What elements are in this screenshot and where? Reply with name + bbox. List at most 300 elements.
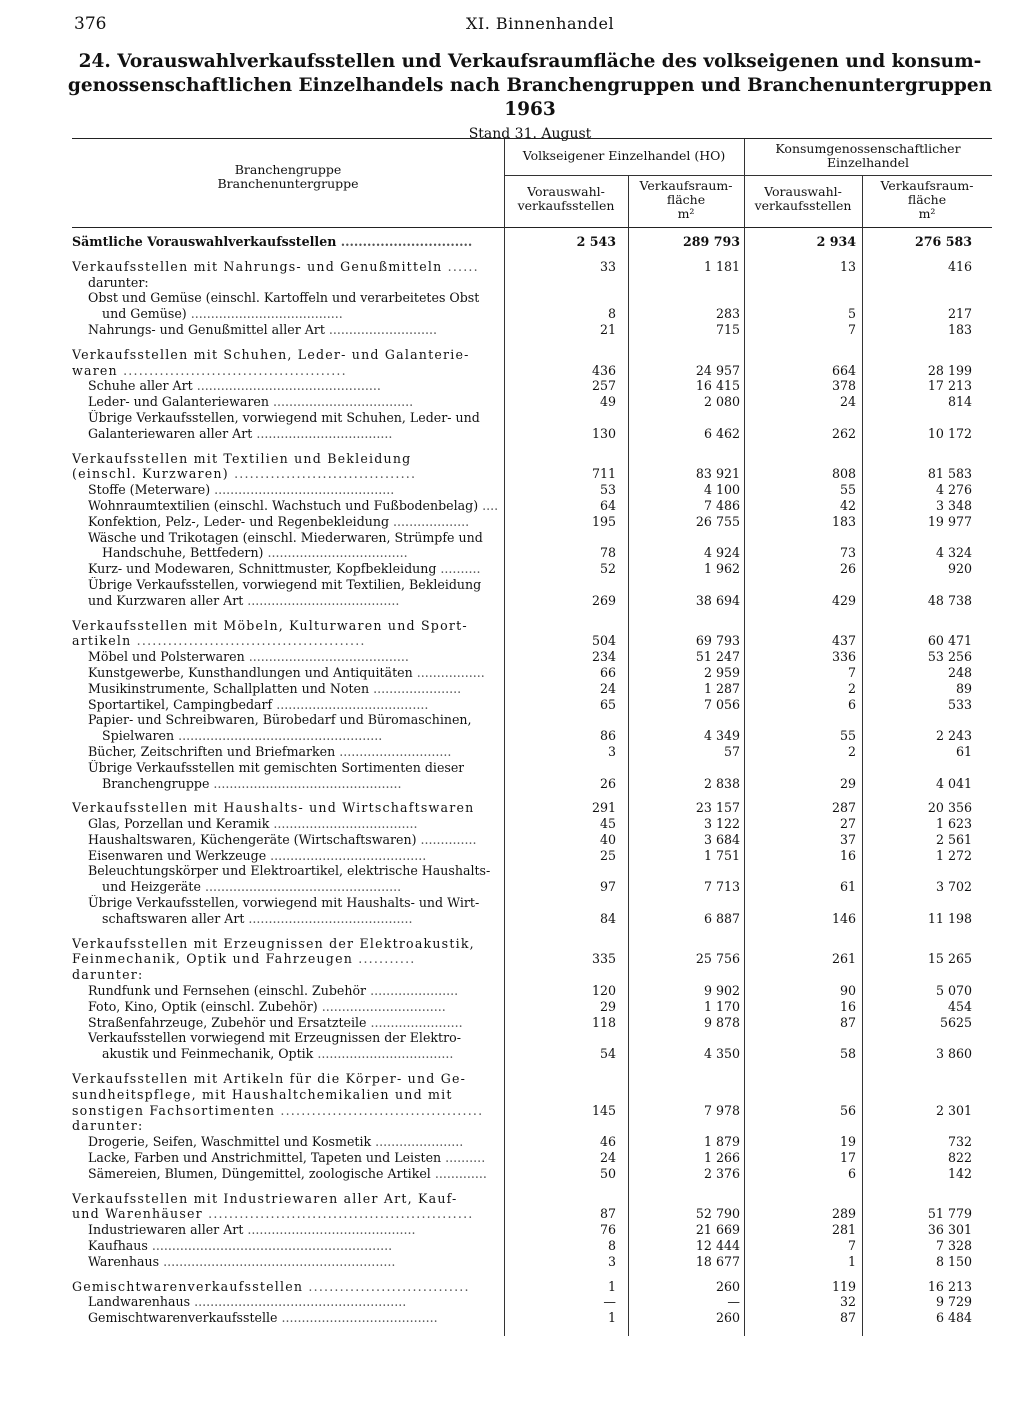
table-row (72, 665, 992, 681)
section-title: XI. Binnenhandel (466, 14, 615, 33)
leader-dots: .............................. (336, 234, 473, 249)
value-konsum-flaeche: 3 348 (935, 497, 972, 513)
value-ho-flaeche: 51 247 (695, 649, 740, 665)
value-konsum-stellen: 146 (831, 910, 856, 926)
table-row (72, 451, 992, 467)
value-ho-flaeche: 7 713 (703, 879, 740, 895)
value-konsum-stellen: 16 (839, 998, 856, 1014)
row-label: und Kurzwaren aller Art ...................................... (88, 592, 400, 608)
table-row (72, 879, 992, 895)
leader-dots: ....................................... (277, 1310, 438, 1326)
leader-dots: ............................... (303, 1278, 470, 1294)
table-row (72, 1238, 992, 1254)
row-label: Verkaufsstellen mit Erzeugnissen der Elektroakustik, (72, 935, 475, 951)
value-ho-flaeche: 52 790 (695, 1206, 740, 1222)
value-ho-flaeche: 16 415 (695, 378, 740, 394)
value-konsum-stellen: 19 (839, 1134, 856, 1150)
row-label: Haushaltswaren, Küchengeräte (Wirtschaftswaren) .............. (88, 831, 477, 847)
row-label: Musikinstrumente, Schallplatten und Noten ...................... (88, 680, 462, 696)
row-label: Papier- und Schreibwaren, Bürobedarf und Büromaschinen, (88, 712, 472, 728)
table-row (72, 306, 992, 322)
value-ho-stellen: 24 (599, 680, 616, 696)
value-konsum-flaeche: 4 324 (935, 545, 972, 561)
value-konsum-flaeche: 81 583 (927, 466, 972, 482)
table-row (72, 545, 992, 561)
value-konsum-flaeche: 9 729 (935, 1294, 972, 1310)
row-label: sonstigen Fachsortimenten ....................................... (72, 1102, 484, 1118)
group-konsum-line-2: Einzelhandel (826, 155, 910, 170)
value-konsum-flaeche: 2 243 (935, 728, 972, 744)
value-konsum-flaeche: 51 779 (927, 1206, 972, 1222)
table-row (72, 983, 992, 999)
col-konsum-stellen-header (744, 185, 862, 213)
value-konsum-stellen: 32 (839, 1294, 856, 1310)
value-konsum-flaeche: 15 265 (927, 951, 972, 967)
value-konsum-flaeche: 16 213 (927, 1278, 972, 1294)
value-ho-flaeche: 57 (723, 743, 740, 759)
value-ho-stellen: 26 (599, 775, 616, 791)
leader-dots: ................................................. (200, 879, 402, 895)
value-ho-flaeche: 23 157 (695, 800, 740, 816)
value-konsum-stellen: 24 (839, 394, 856, 410)
table-row (72, 967, 992, 983)
row-label: Sportartikel, Campingbedarf ...................................... (88, 696, 429, 712)
value-ho-flaeche: 18 677 (695, 1253, 740, 1269)
row-label: und Warenhäuser ................................................... (72, 1206, 474, 1222)
row-label: Lacke, Farben und Anstrichmittel, Tapeten und Leisten .......... (88, 1150, 486, 1166)
row-label: und Gemüse) ...................................... (102, 306, 343, 322)
value-ho-stellen: 66 (599, 664, 616, 680)
row-label: sundheitspflege, mit Haushaltchemikalien und mit (72, 1086, 453, 1102)
row-label: Foto, Kino, Optik (einschl. Zubehör) ............................... (88, 998, 446, 1014)
value-ho-stellen: 24 (599, 1150, 616, 1166)
table-row (72, 275, 992, 291)
col-konsum-flaeche-line-3: m² (918, 206, 936, 221)
table-row (72, 410, 992, 426)
value-ho-flaeche: 7 056 (703, 696, 740, 712)
value-konsum-flaeche: 2 561 (935, 831, 972, 847)
value-ho-stellen: 84 (599, 910, 616, 926)
value-konsum-stellen: 261 (831, 951, 856, 967)
row-label: Sämereien, Blumen, Düngemittel, zoologische Artikel ............. (88, 1165, 487, 1181)
value-ho-stellen: 29 (599, 998, 616, 1014)
row-label: darunter: (88, 274, 149, 290)
col-konsum-flaeche-line-1: Verkaufsraum- (880, 178, 974, 193)
table-row (72, 1015, 992, 1031)
group-konsum-header (744, 142, 992, 170)
table-row (72, 633, 992, 649)
row-label: Straßenfahrzeuge, Zubehör und Ersatzteile ....................... (88, 1014, 463, 1030)
table-row (72, 1030, 992, 1046)
value-konsum-flaeche: 248 (947, 664, 972, 680)
value-ho-stellen: 78 (599, 545, 616, 561)
title-line-1: 24. Vorauswahlverkaufsstellen und Verkaufsraumfläche des volkseigenen und konsum- (78, 51, 982, 72)
value-ho-stellen: 3 (607, 743, 616, 759)
group-ho-header: Volkseigener Einzelhandel (HO) (522, 148, 726, 163)
table-row (72, 1191, 992, 1207)
col-ho-stellen-line-1: Vorauswahl- (527, 184, 605, 199)
value-konsum-stellen: 16 (839, 847, 856, 863)
row-header-line-1: Branchengruppe (234, 162, 342, 177)
row-gap (72, 250, 992, 259)
value-ho-flaeche: 83 921 (695, 466, 740, 482)
row-label: Eisenwaren und Werkzeuge ....................................... (88, 847, 427, 863)
value-konsum-flaeche: 8 150 (935, 1253, 972, 1269)
table-row (72, 760, 992, 776)
value-konsum-flaeche: 2 301 (935, 1102, 972, 1118)
value-ho-stellen: 118 (591, 1014, 616, 1030)
table-row (72, 816, 992, 832)
leader-dots: ................... (389, 513, 470, 529)
value-konsum-stellen: 2 934 (816, 234, 856, 249)
value-konsum-stellen: 336 (831, 649, 856, 665)
value-konsum-stellen: 56 (839, 1102, 856, 1118)
row-label: Verkaufsstellen vorwiegend mit Erzeugnissen der Elektro- (88, 1030, 461, 1046)
table-row (72, 1206, 992, 1222)
table-row (72, 1254, 992, 1270)
table-row (72, 681, 992, 697)
value-ho-flaeche: 2 376 (703, 1165, 740, 1181)
table-row (72, 999, 992, 1015)
value-ho-flaeche: 1 751 (703, 847, 740, 863)
row-label: Beleuchtungskörper und Elektroartikel, elektrische Haushalts- (88, 863, 491, 879)
leader-dots: ................................... (228, 466, 417, 482)
leader-dots: ...................................... (243, 592, 400, 608)
value-konsum-stellen: 87 (839, 1014, 856, 1030)
leader-dots: ..................................................... (190, 1294, 407, 1310)
table-row (72, 1071, 992, 1087)
leader-dots: ............................... (317, 998, 446, 1014)
value-ho-stellen: 40 (599, 831, 616, 847)
value-ho-stellen: 8 (607, 306, 616, 322)
value-ho-stellen: 130 (591, 425, 616, 441)
value-konsum-stellen: 42 (839, 497, 856, 513)
table-row (72, 911, 992, 927)
row-label: Übrige Verkaufsstellen mit gemischten Sortimenten dieser (88, 759, 465, 775)
table-row (72, 1118, 992, 1134)
table-row (72, 482, 992, 498)
value-ho-stellen: 1 (607, 1278, 616, 1294)
value-ho-flaeche: 38 694 (695, 592, 740, 608)
table-row (72, 728, 992, 744)
value-konsum-flaeche: 142 (947, 1165, 972, 1181)
value-ho-stellen: 269 (591, 592, 616, 608)
value-ho-stellen: 97 (599, 879, 616, 895)
value-ho-flaeche: 1 170 (703, 998, 740, 1014)
table-row (72, 1150, 992, 1166)
row-label: Wäsche und Trikotagen (einschl. Miederwaren, Strümpfe und (88, 529, 483, 545)
value-ho-stellen: 711 (591, 466, 616, 482)
row-label: Handschuhe, Bettfedern) ................................... (102, 545, 408, 561)
row-label: Nahrungs- und Genußmittel aller Art ........................... (88, 321, 437, 337)
value-konsum-stellen: 87 (839, 1310, 856, 1326)
value-konsum-stellen: 37 (839, 831, 856, 847)
value-konsum-stellen: 73 (839, 545, 856, 561)
leader-dots: ............................ (335, 743, 452, 759)
row-gap (72, 927, 992, 936)
leader-dots: ................. (412, 664, 485, 680)
row-label: schaftswaren aller Art ......................................... (102, 910, 413, 926)
value-konsum-flaeche: 11 198 (927, 910, 972, 926)
value-konsum-stellen: 437 (831, 633, 856, 649)
col-ho-flaeche-line-1: Verkaufsraum- (639, 178, 733, 193)
value-konsum-flaeche: 920 (947, 561, 972, 577)
leader-dots: ............................................................ (147, 1238, 393, 1254)
table-row (72, 234, 992, 250)
row-label: Möbel und Polsterwaren ........................................ (88, 649, 409, 665)
value-konsum-stellen: 27 (839, 816, 856, 832)
value-ho-flaeche: 4 349 (703, 728, 740, 744)
value-konsum-stellen: 7 (847, 321, 856, 337)
leader-dots: ...... (442, 258, 479, 274)
value-konsum-stellen: 183 (831, 513, 856, 529)
table-row (72, 618, 992, 634)
value-konsum-stellen: 6 (847, 696, 856, 712)
value-ho-flaeche: 4 350 (703, 1046, 740, 1062)
table-row (72, 363, 992, 379)
row-header (72, 163, 504, 191)
col-ho-stellen-line-2: verkaufsstellen (517, 198, 615, 213)
col-konsum-flaeche-header (862, 179, 992, 221)
value-ho-stellen: 45 (599, 816, 616, 832)
table-row (72, 1294, 992, 1310)
value-konsum-flaeche: 36 301 (927, 1222, 972, 1238)
table-row (72, 1103, 992, 1119)
value-konsum-flaeche: 5625 (939, 1014, 972, 1030)
leader-dots: ........................... (324, 321, 437, 337)
leader-dots: ...................... (366, 983, 459, 999)
leader-dots: ........... (353, 951, 416, 967)
row-label: Warenhaus .......................................................... (88, 1253, 396, 1269)
value-konsum-flaeche: 814 (947, 394, 972, 410)
value-ho-stellen: 8 (607, 1238, 616, 1254)
value-ho-stellen: 120 (591, 983, 616, 999)
table-row (72, 1166, 992, 1182)
value-konsum-flaeche: 10 172 (927, 425, 972, 441)
leader-dots: ...................... (371, 1134, 464, 1150)
leader-dots: ............................................. (210, 482, 395, 498)
row-header-line-2: Branchenuntergruppe (217, 176, 359, 191)
value-ho-flaeche: 26 755 (695, 513, 740, 529)
value-konsum-flaeche: 533 (947, 696, 972, 712)
row-label: Bücher, Zeitschriften und Briefmarken ............................ (88, 743, 452, 759)
table-row (72, 498, 992, 514)
table-row (72, 290, 992, 306)
value-ho-stellen: 145 (591, 1102, 616, 1118)
value-konsum-stellen: 55 (839, 728, 856, 744)
value-ho-flaeche: 2 838 (703, 775, 740, 791)
page-number: 376 (74, 14, 107, 34)
table-row (72, 800, 992, 816)
row-gap (72, 1062, 992, 1071)
row-gap (72, 791, 992, 800)
value-ho-flaeche: — (727, 1294, 740, 1310)
row-label: Konfektion, Pelz-, Leder- und Regenbekleidung ................... (88, 513, 470, 529)
row-label: Verkaufsstellen mit Schuhen, Leder- und Galanterie- (72, 346, 470, 362)
row-label: Obst und Gemüse (einschl. Kartoffeln und verarbeitetes Obst (88, 290, 480, 306)
row-label: Rundfunk und Fernsehen (einschl. Zubehör ...................... (88, 983, 459, 999)
row-label: Landwarenhaus ..................................................... (88, 1294, 407, 1310)
value-ho-stellen: 195 (591, 513, 616, 529)
table-row (72, 593, 992, 609)
value-konsum-stellen: 2 (847, 680, 856, 696)
table-row (72, 322, 992, 338)
leader-dots: ...................................... (186, 306, 343, 322)
value-konsum-flaeche: 276 583 (915, 234, 972, 249)
value-ho-flaeche: 21 669 (695, 1222, 740, 1238)
leader-dots: .................................. (252, 425, 393, 441)
col-konsum-stellen-line-2: verkaufsstellen (754, 198, 852, 213)
value-konsum-flaeche: 7 328 (935, 1238, 972, 1254)
row-label: Kunstgewerbe, Kunsthandlungen und Antiquitäten ................. (88, 664, 485, 680)
value-konsum-stellen: 26 (839, 561, 856, 577)
table-row (72, 259, 992, 275)
value-ho-stellen: 1 (607, 1310, 616, 1326)
value-ho-flaeche: 6 887 (703, 910, 740, 926)
value-konsum-flaeche: 822 (947, 1150, 972, 1166)
value-ho-flaeche: 1 266 (703, 1150, 740, 1166)
title-line-2: genossenschaftlichen Einzelhandels nach Branchengruppen und Branchenuntergruppen 1963 (67, 75, 993, 120)
value-ho-flaeche: 9 878 (703, 1014, 740, 1030)
value-konsum-stellen: 1 (847, 1253, 856, 1269)
value-konsum-stellen: 58 (839, 1046, 856, 1062)
table-header (72, 138, 992, 228)
value-ho-flaeche: 3 122 (703, 816, 740, 832)
row-label: Gemischtwarenverkaufsstellen ............................... (72, 1278, 470, 1294)
table-row (72, 895, 992, 911)
row-label: darunter: (72, 1118, 144, 1134)
value-ho-flaeche: 12 444 (695, 1238, 740, 1254)
row-label: Übrige Verkaufsstellen, vorwiegend mit Haushalts- und Wirt- (88, 895, 480, 911)
value-konsum-stellen: 5 (847, 306, 856, 322)
value-ho-flaeche: 6 462 (703, 425, 740, 441)
value-konsum-flaeche: 60 471 (927, 633, 972, 649)
value-ho-flaeche: 69 793 (695, 633, 740, 649)
row-label: darunter: (72, 967, 144, 983)
row-label: Kaufhaus ............................................................ (88, 1238, 393, 1254)
value-ho-flaeche: 1 962 (703, 561, 740, 577)
value-konsum-stellen: 287 (831, 800, 856, 816)
group-konsum-line-1: Konsumgenossenschaftlicher (775, 141, 961, 156)
row-label: Verkaufsstellen mit Haushalts- und Wirtschaftswaren (72, 800, 475, 816)
row-label: Branchengruppe ............................................... (102, 775, 402, 791)
value-ho-stellen: 64 (599, 497, 616, 513)
table-body (72, 234, 992, 1326)
value-konsum-flaeche: 416 (947, 258, 972, 274)
row-label: Galanteriewaren aller Art .................................. (88, 425, 393, 441)
table-row (72, 863, 992, 879)
table-row (72, 394, 992, 410)
leader-dots: .... (478, 497, 499, 513)
value-ho-stellen: 87 (599, 1206, 616, 1222)
value-ho-flaeche: 7 978 (703, 1102, 740, 1118)
value-ho-flaeche: 715 (715, 321, 740, 337)
value-konsum-flaeche: 183 (947, 321, 972, 337)
row-label: Gemischtwarenverkaufsstelle ....................................... (88, 1310, 438, 1326)
value-konsum-stellen: 90 (839, 983, 856, 999)
value-konsum-stellen: 7 (847, 1238, 856, 1254)
value-konsum-stellen: 13 (839, 258, 856, 274)
row-gap (72, 338, 992, 347)
table-row (72, 1279, 992, 1295)
value-ho-stellen: 53 (599, 482, 616, 498)
row-gap (72, 609, 992, 618)
row-label: Stoffe (Meterware) ............................................. (88, 482, 395, 498)
value-konsum-stellen: 6 (847, 1165, 856, 1181)
value-ho-stellen: 46 (599, 1134, 616, 1150)
row-label: Spielwaren ................................................... (102, 728, 383, 744)
table-row (72, 697, 992, 713)
table-row (72, 776, 992, 792)
value-ho-flaeche: 4 100 (703, 482, 740, 498)
row-label: und Heizgeräte ................................................. (102, 879, 402, 895)
value-ho-flaeche: 283 (715, 306, 740, 322)
value-konsum-stellen: 29 (839, 775, 856, 791)
value-konsum-flaeche: 53 256 (927, 649, 972, 665)
leader-dots: ................................... (263, 545, 408, 561)
value-ho-stellen: 234 (591, 649, 616, 665)
leader-dots: ................................................... (202, 1206, 474, 1222)
leader-dots: .......................................... (243, 1222, 416, 1238)
leader-dots: .................................... (269, 816, 418, 832)
row-label: Feinmechanik, Optik und Fahrzeugen ........... (72, 951, 416, 967)
value-ho-stellen: 3 (607, 1253, 616, 1269)
leader-dots: .................................. (313, 1046, 454, 1062)
leader-dots: ................................................... (174, 728, 383, 744)
leader-dots: ....................................... (266, 847, 427, 863)
row-label: Wohnraumtextilien (einschl. Wachstuch und Fußbodenbelag) .... (88, 497, 499, 513)
table-row (72, 1310, 992, 1326)
value-konsum-flaeche: 4 276 (935, 482, 972, 498)
value-konsum-flaeche: 1 272 (935, 847, 972, 863)
value-ho-flaeche: 2 959 (703, 664, 740, 680)
value-konsum-stellen: 2 (847, 743, 856, 759)
table-row (72, 951, 992, 967)
table-row (72, 530, 992, 546)
value-ho-stellen: 504 (591, 633, 616, 649)
row-label: Schuhe aller Art .............................................. (88, 378, 381, 394)
value-ho-stellen: 2 543 (576, 234, 616, 249)
value-konsum-stellen: 429 (831, 592, 856, 608)
col-ho-flaeche-line-2: fläche (666, 192, 706, 207)
value-ho-stellen: 76 (599, 1222, 616, 1238)
table-row (72, 1046, 992, 1062)
row-label: Verkaufsstellen mit Artikeln für die Körper- und Ge- (72, 1071, 467, 1087)
value-konsum-flaeche: 5 070 (935, 983, 972, 999)
leader-dots: ............................................... (209, 775, 402, 791)
row-label: Industriewaren aller Art .......................................... (88, 1222, 416, 1238)
table-row (72, 378, 992, 394)
row-label: Verkaufsstellen mit Industriewaren aller Art, Kauf- (72, 1190, 458, 1206)
table-row (72, 744, 992, 760)
value-konsum-stellen: 55 (839, 482, 856, 498)
table-row (72, 514, 992, 530)
leader-dots: ......................................... (244, 910, 413, 926)
value-ho-flaeche: 260 (715, 1278, 740, 1294)
row-label: waren ........................................... (72, 362, 347, 378)
value-ho-flaeche: 289 793 (683, 234, 740, 249)
value-ho-stellen: 49 (599, 394, 616, 410)
value-konsum-stellen: 61 (839, 879, 856, 895)
value-ho-flaeche: 260 (715, 1310, 740, 1326)
value-konsum-stellen: 664 (831, 362, 856, 378)
table-row (72, 577, 992, 593)
row-label: Sämtliche Vorauswahlverkaufsstellen .............................. (72, 234, 473, 249)
value-ho-stellen: 54 (599, 1046, 616, 1062)
table-row (72, 649, 992, 665)
row-label: Verkaufsstellen mit Möbeln, Kulturwaren und Sport- (72, 617, 468, 633)
row-gap (72, 442, 992, 451)
